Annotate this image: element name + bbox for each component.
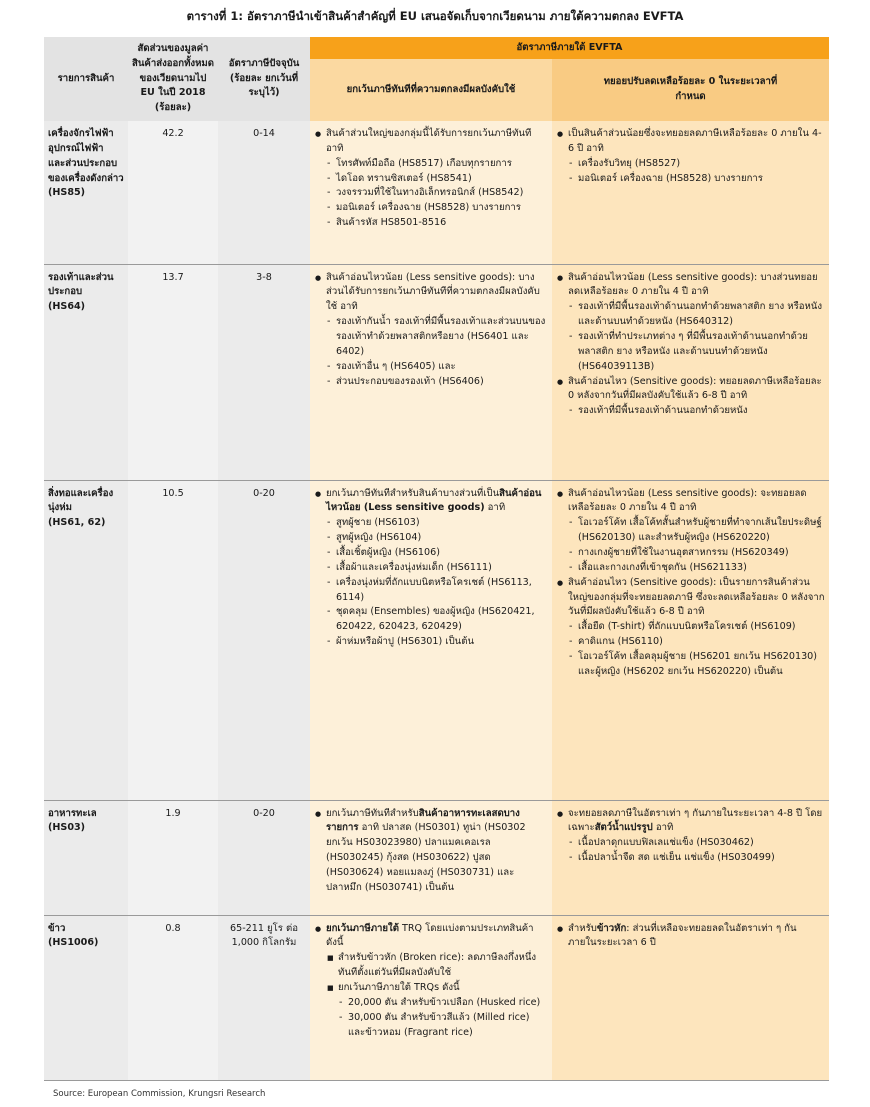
share-cell: 10.5 [128,480,218,800]
list-item: - คาดิแกน (HS6110) [578,635,825,650]
list-item: - เสื้อผ้าและเครื่องนุ่งห่มเด็ก (HS6111) [336,561,548,576]
table-row [44,480,829,800]
list-item: - สินค้ารหัส HS8501-8516 [336,216,548,231]
table-row [44,264,829,480]
product-code: (HS61, 62) [48,517,106,529]
product-code: (HS85) [48,187,86,199]
product-cell [44,264,128,480]
list-item: - โทรศัพท์มือถือ (HS8517) เกือบทุกรายการ [336,157,548,172]
source-note: Source: European Commission, Krungsri Research [53,1089,266,1099]
immediate-cell [310,480,552,800]
product-cell [44,915,128,1080]
immediate-cell [310,915,552,1080]
product-name: อาหารทะเล [48,807,97,819]
list-item: - เสื้อและกางเกงที่เข้าชุดกัน (HS621133) [578,561,825,576]
bullet-item: ● สินค้าอ่อนไหว (Sensitive goods): เป็นรายการสินค้าส่วนใหญ่ของกลุ่มที่จะทยอยลดภาษี ซึ่งจะลดเหลือร้อยละ 0 หลังจากวันที่มีผลบังคับใช้แล้ว 6-8 ปี อาทิ - เสื้อยืด (T-shirt) ที่ถักแบบนิตหรือโครเชต์ (HS6109) - คาดิแกน (HS6110) - โอเวอร์โค้ท เสื้อคลุมผู้ชาย (HS6201 ยกเว้น HS620130) และผู้หญิง (HS6202 ยกเว้น HS620220) เป็นต้น [568,576,825,680]
immediate-cell [310,800,552,915]
list-item: - มอนิเตอร์ เครื่องฉาย (HS8528) บางรายการ [578,172,825,187]
share-cell: 0.8 [128,915,218,1080]
list-item: - 20,000 ตัน สำหรับข้าวเปลือก (Husked rice) [348,996,548,1011]
product-cell [44,121,128,264]
list-item: - มอนิเตอร์ เครื่องฉาย (HS8528) บางรายการ [336,201,548,216]
table-row [44,121,829,264]
bullet-item: ● สำหรับข้าวหัก: ส่วนที่เหลือจะทยอยลดในอัตราเท่า ๆ กันภายในระยะเวลา 6 ปี [568,922,825,952]
share-cell: 13.7 [128,264,218,480]
bullet-item: ● เป็นสินค้าส่วนน้อยซึ่งจะทยอยลดภาษีเหลือร้อยละ 0 ภายใน 4-6 ปี อาทิ - เครื่องรับวิทยุ (HS8527) - มอนิเตอร์ เครื่องฉาย (HS8528) บางรายการ [568,127,825,186]
list-item: - รองเท้าที่มีพื้นรองเท้าด้านนอกทำด้วยพลาสติก ยาง หรือหนัง และด้านบนทำด้วยหนัง (HS640312) [578,300,825,330]
list-item: - เครื่องนุ่งห่มที่ถักแบบนิตหรือโครเชต์ (HS6113, 6114) [336,576,548,606]
list-item: ■ ยกเว้นภาษีภายใต้ TRQs ดังนี้ - 20,000 ตัน สำหรับข้าวเปลือก (Husked rice) - 30,000 ตัน สำหรับข้าวสีแล้ว (Milled rice) และข้าวหอม (Fragrant rice) [338,981,548,1040]
bullet-item: ● ยกเว้นภาษีทันทีสำหรับสินค้าอาหารทะเลสดบางรายการ อาทิ ปลาสด (HS0301) ทูน่า (HS0302 ยกเว้น HS03023980) ปลาแมคเคอเรล (HS030245) กุ้งสด (HS030622) ปูสด (HS030624) หอยแมลงภู่ (HS030731) และปลาหมึก (HS030741) เป็นต้น [326,807,548,896]
list-item: - ไดโอด ทรานซิสเตอร์ (HS8541) [336,172,548,187]
list-item: - รองเท้าที่มีพื้นรองเท้าด้านนอกทำด้วยหนัง [578,404,825,419]
list-item: - 30,000 ตัน สำหรับข้าวสีแล้ว (Milled rice) และข้าวหอม (Fragrant rice) [348,1011,548,1041]
product-name: สิ่งทอและเครื่องนุ่งห่ม [48,487,114,514]
list-item: - โอเวอร์โค้ท เสื้อคลุมผู้ชาย (HS6201 ยกเว้น HS620130) และผู้หญิง (HS6202 ยกเว้น HS620220) เป็นต้น [578,650,825,680]
rate-cell: 0-20 [218,480,310,800]
list-item: - เครื่องรับวิทยุ (HS8527) [578,157,825,172]
product-name: เครื่องจักรไฟฟ้า อุปกรณ์ไฟฟ้า และส่วนประกอบของเครื่องดังกล่าว [48,128,124,184]
bullet-item: ● สินค้าส่วนใหญ่ของกลุ่มนี้ได้รับการยกเว้นภาษีทันที อาทิ - โทรศัพท์มือถือ (HS8517) เกือบทุกรายการ - ไดโอด ทรานซิสเตอร์ (HS8541) - วงจรรวมที่ใช้ในทางอิเล็กทรอนิกส์ (HS8542) - มอนิเตอร์ เครื่องฉาย (HS8528) บางรายการ - สินค้ารหัส HS8501-8516 [326,127,548,231]
immediate-cell [310,121,552,264]
list-item: - รองเท้าอื่น ๆ (HS6405) และ [336,360,548,375]
list-item: - สูทผู้หญิง (HS6104) [336,531,548,546]
list-item: ■ สำหรับข้าวหัก (Broken rice): ลดภาษีลงกึ่งหนึ่งทันทีตั้งแต่วันที่มีผลบังคับใช้ [338,951,548,981]
table-title: ตารางที่ 1: อัตราภาษีนำเข้าสินค้าสำคัญที่ EU เสนอจัดเก็บจากเวียดนาม ภายใต้ความตกลง EVFTA [186,9,684,23]
share-cell: 1.9 [128,800,218,915]
list-item: - ชุดคลุม (Ensembles) ของผู้หญิง (HS620421, 620422, 620423, 620429) [336,605,548,635]
product-code: (HS03) [48,822,86,834]
product-cell [44,480,128,800]
bullet-item: ● ยกเว้นภาษีทันทีสำหรับสินค้าบางส่วนที่เป็นสินค้าอ่อนไหวน้อย (Less sensitive goods) อาทิ - สูทผู้ชาย (HS6103) - สูทผู้หญิง (HS6104) - เสื้อเชิ้ตผู้หญิง (HS6106) - เสื้อผ้าและเครื่องนุ่งห่มเด็ก (HS6111) - เครื่องนุ่งห่มที่ถักแบบนิตหรือโครเชต์ (HS6113, 6114) - ชุดคลุม (Ensembles) ของผู้หญิง (HS620421, 620422, 620423, 620429) - ผ้าห่มหรือผ้าปู (HS6301) เป็นต้น [326,487,548,650]
rate-cell: 3-8 [218,264,310,480]
phased-cell [552,121,829,264]
product-name: ข้าว [48,922,66,934]
list-item: - เสื้อเชิ้ตผู้หญิง (HS6106) [336,546,548,561]
table-row [44,915,829,1080]
product-code: (HS1006) [48,937,99,949]
list-item: - ส่วนประกอบของรองเท้า (HS6406) [336,375,548,390]
header-share: สัดส่วนของมูลค่าสินค้าส่งออกทั้งหมดของเวียดนามไป EU ในปี 2018 (ร้อยละ) [128,37,218,121]
list-item: - เสื้อยืด (T-shirt) ที่ถักแบบนิตหรือโครเชต์ (HS6109) [578,620,825,635]
rate-cell: 0-14 [218,121,310,264]
list-item: - เนื้อปลาน้ำจืด สด แช่เย็น แช่แข็ง (HS030499) [578,851,825,866]
list-item: - เนื้อปลาดุกแบบฟิลเลแช่แข็ง (HS030462) [578,836,825,851]
phased-cell [552,915,829,1080]
bullet-item: ● สินค้าอ่อนไหวน้อย (Less sensitive goods): จะทยอยลดเหลือร้อยละ 0 ภายใน 4 ปี อาทิ - โอเวอร์โค้ท เสื้อโค้ทสั้นสำหรับผู้ชายที่ทำจากเส้นใยประดิษฐ์ (HS620130) และสำหรับผู้หญิง (HS620220) - กางเกงผู้ชายที่ใช้ในงานอุตสาหกรรม (HS620349) - เสื้อและกางเกงที่เข้าชุดกัน (HS621133) [568,487,825,576]
header-phased: ทยอยปรับลดเหลือร้อยละ 0 ในระยะเวลาที่กำหนด [552,59,829,121]
tariff-table [44,37,829,1081]
list-item: - กางเกงผู้ชายที่ใช้ในงานอุตสาหกรรม (HS620349) [578,546,825,561]
header-current-rate: อัตราภาษีปัจจุบัน (ร้อยละ ยกเว้นที่ระบุไว้) [218,37,310,121]
list-item: - สูทผู้ชาย (HS6103) [336,516,548,531]
list-item: - รองเท้าที่ทำประเภทต่าง ๆ ที่มีพื้นรองเท้าด้านนอกทำด้วยพลาสติก ยาง หรือหนัง และด้านบนทำด้วยหนัง (HS64039113B) [578,330,825,375]
list-item: - วงจรรวมที่ใช้ในทางอิเล็กทรอนิกส์ (HS8542) [336,186,548,201]
bullet-item: ● สินค้าอ่อนไหวน้อย (Less sensitive goods): บางส่วนทยอยลดเหลือร้อยละ 0 ภายใน 4 ปี อาทิ - รองเท้าที่มีพื้นรองเท้าด้านนอกทำด้วยพลาสติก ยาง หรือหนัง และด้านบนทำด้วยหนัง (HS640312) - รองเท้าที่ทำประเภทต่าง ๆ ที่มีพื้นรองเท้าด้านนอกทำด้วยพลาสติก ยาง หรือหนัง และด้านบนทำด้วยหนัง (HS64039113B) [568,271,825,375]
product-cell [44,800,128,915]
header-product: รายการสินค้า [44,37,128,121]
bullet-item: ● สินค้าอ่อนไหว (Sensitive goods): ทยอยลดภาษีเหลือร้อยละ 0 หลังจากวันที่มีผลบังคับใช้แล้ว 6-8 ปี อาทิ - รองเท้าที่มีพื้นรองเท้าด้านนอกทำด้วยหนัง [568,375,825,420]
phased-cell [552,800,829,915]
product-name: รองเท้าและส่วนประกอบ [48,271,114,298]
header-immediate: ยกเว้นภาษีทันทีที่ความตกลงมีผลบังคับใช้ [310,59,552,121]
share-cell: 42.2 [128,121,218,264]
bullet-item: ● จะทยอยลดภาษีในอัตราเท่า ๆ กันภายในระยะเวลา 4-8 ปี โดยเฉพาะสัตว์น้ำแปรรูป อาทิ - เนื้อปลาดุกแบบฟิลเลแช่แข็ง (HS030462) - เนื้อปลาน้ำจืด สด แช่เย็น แช่แข็ง (HS030499) [568,807,825,866]
list-item: - โอเวอร์โค้ท เสื้อโค้ทสั้นสำหรับผู้ชายที่ทำจากเส้นใยประดิษฐ์ (HS620130) และสำหรับผู้หญิง (HS620220) [578,516,825,546]
product-code: (HS64) [48,301,86,313]
rate-cell: 65-211 ยูโร ต่อ 1,000 กิโลกรัม [218,915,310,1080]
bullet-item: ● สินค้าอ่อนไหวน้อย (Less sensitive goods): บางส่วนได้รับการยกเว้นภาษีทันทีที่ความตกลงมีผลบังคับใช้ อาทิ - รองเท้ากันน้ำ รองเท้าที่มีพื้นรองเท้าและส่วนบนของรองเท้าทำด้วยพลาสติกหรือยาง (HS6401 และ 6402) - รองเท้าอื่น ๆ (HS6405) และ - ส่วนประกอบของรองเท้า (HS6406) [326,271,548,390]
list-item: - ผ้าห่มหรือผ้าปู (HS6301) เป็นต้น [336,635,548,650]
phased-cell [552,264,829,480]
list-item: - รองเท้ากันน้ำ รองเท้าที่มีพื้นรองเท้าและส่วนบนของรองเท้าทำด้วยพลาสติกหรือยาง (HS6401 และ 6402) [336,315,548,360]
bullet-item: ● ยกเว้นภาษีภายใต้ TRQ โดยแบ่งตามประเภทสินค้า ดังนี้ ■ สำหรับข้าวหัก (Broken rice): ลดภาษีลงกึ่งหนึ่งทันทีตั้งแต่วันที่มีผลบังคับใช้ ■ ยกเว้นภาษีภายใต้ TRQs ดังนี้ - 20,000 ตัน สำหรับข้าวเปลือก (Husked rice) - 30,000 ตัน สำหรับข้าวสีแล้ว (Milled rice) และข้าวหอม (Fragrant rice) [326,922,548,1041]
immediate-cell [310,264,552,480]
header-evfta: อัตราภาษีภายใต้ EVFTA [310,37,829,59]
rate-cell: 0-20 [218,800,310,915]
table-row [44,800,829,915]
phased-cell [552,480,829,800]
